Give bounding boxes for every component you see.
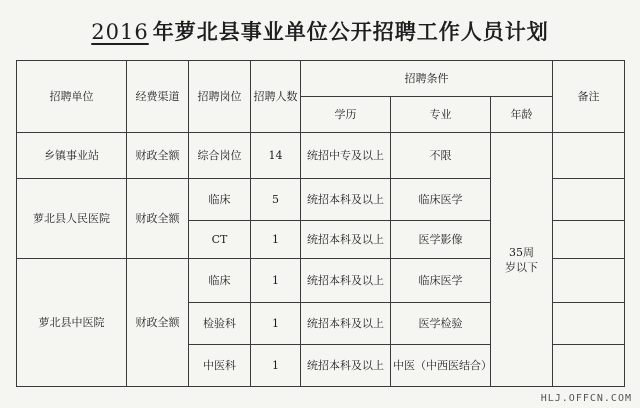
position-cell: CT — [189, 221, 251, 259]
table-row — [17, 133, 625, 179]
education-cell: 统招本科及以上 — [301, 345, 391, 387]
position-cell: 临床 — [189, 179, 251, 221]
count-cell: 1 — [251, 259, 301, 303]
major-cell: 临床医学 — [391, 179, 491, 221]
age-cell: 35周岁以下 — [491, 133, 553, 387]
title-text: 年萝北县事业单位公开招聘工作人员计划 — [152, 19, 549, 44]
education-cell: 统招本科及以上 — [301, 179, 391, 221]
major-cell: 临床医学 — [391, 259, 491, 303]
count-cell: 5 — [251, 179, 301, 221]
remarks-cell — [553, 133, 625, 179]
position-cell: 临床 — [189, 259, 251, 303]
major-cell: 医学检验 — [391, 303, 491, 345]
remarks-cell — [553, 303, 625, 345]
remarks-cell — [553, 221, 625, 259]
major-cell: 医学影像 — [391, 221, 491, 259]
funding-cell: 财政全额 — [127, 259, 189, 387]
title-year: 2016 — [91, 20, 149, 44]
header-unit: 招聘单位 — [17, 61, 127, 133]
table-body — [17, 61, 625, 387]
funding-cell: 财政全额 — [127, 133, 189, 179]
page-title — [0, 16, 640, 46]
header-count: 招聘人数 — [251, 61, 301, 133]
unit-name-cell: 萝北县人民医院 — [17, 179, 127, 259]
unit-name-cell: 乡镇事业站 — [17, 133, 127, 179]
unit-name-cell: 萝北县中医院 — [17, 259, 127, 387]
header-age: 年龄 — [491, 97, 553, 133]
header-major: 专业 — [391, 97, 491, 133]
major-cell: 不限 — [391, 133, 491, 179]
position-cell: 检验科 — [189, 303, 251, 345]
education-cell: 统招本科及以上 — [301, 221, 391, 259]
header-position: 招聘岗位 — [189, 61, 251, 133]
header-row-1 — [17, 61, 625, 97]
header-remarks: 备注 — [553, 61, 625, 133]
recruitment-table — [16, 60, 625, 387]
education-cell: 统招中专及以上 — [301, 133, 391, 179]
education-cell: 统招本科及以上 — [301, 303, 391, 345]
count-cell: 1 — [251, 221, 301, 259]
remarks-cell — [553, 179, 625, 221]
header-education: 学历 — [301, 97, 391, 133]
header-funding: 经费渠道 — [127, 61, 189, 133]
header-conditions: 招聘条件 — [301, 61, 553, 97]
education-cell: 统招本科及以上 — [301, 259, 391, 303]
remarks-cell — [553, 259, 625, 303]
position-cell: 综合岗位 — [189, 133, 251, 179]
count-cell: 14 — [251, 133, 301, 179]
count-cell: 1 — [251, 303, 301, 345]
watermark: HLJ.OFFCN.COM — [540, 393, 632, 404]
major-cell: 中医（中西医结合） — [391, 345, 491, 387]
count-cell: 1 — [251, 345, 301, 387]
remarks-cell — [553, 345, 625, 387]
funding-cell: 财政全额 — [127, 179, 189, 259]
position-cell: 中医科 — [189, 345, 251, 387]
